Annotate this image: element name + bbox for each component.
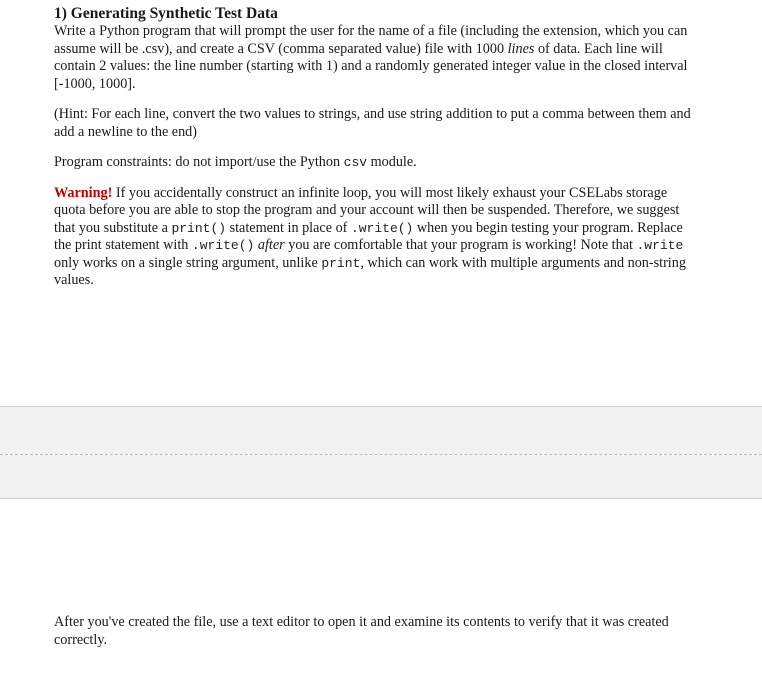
intro-paragraph: Write a Python program that will prompt the user for the name of a file (including the extension, which you can assume will be .csv), and create a CSV (comma separated value) file with 1000 lines of data. Each line will contain 2 values: the line number (starting with 1) and a randomly generated integer value in the closed interval [-1000, 1000].	[54, 23, 688, 92]
page-break-band-top	[0, 406, 762, 454]
section-title: 1) Generating Synthetic Test Data	[54, 5, 278, 22]
assignment-section	[54, 5, 694, 290]
warning-label: Warning!	[54, 184, 113, 201]
hint-paragraph: (Hint: For each line, convert the two values to strings, and use string addition to put a comma between them and add a newline to the end)	[54, 106, 691, 140]
csv-module-code: csv	[343, 155, 368, 170]
warning-paragraph: Warning! If you accidentally construct an infinite loop, you will most likely exhaust your CSELabs storage quota before you are able to stop the program and your account will then be suspended. Therefore, we suggest that you substitute a print() statement in place of .write() when you begin testing your program. Replace the print statement with .write() after you are comfortable that your program is working! Note that .write only works on a single string argument, unlike print, which can work with multiple arguments and non-string values.	[54, 184, 686, 288]
constraints-paragraph: Program constraints: do not import/use the Python csv module.	[54, 154, 417, 170]
footer-paragraph: After you've created the file, use a text editor to open it and examine its contents to verify that it was created correctly.	[54, 614, 669, 648]
page-break-band-bottom	[0, 455, 762, 499]
